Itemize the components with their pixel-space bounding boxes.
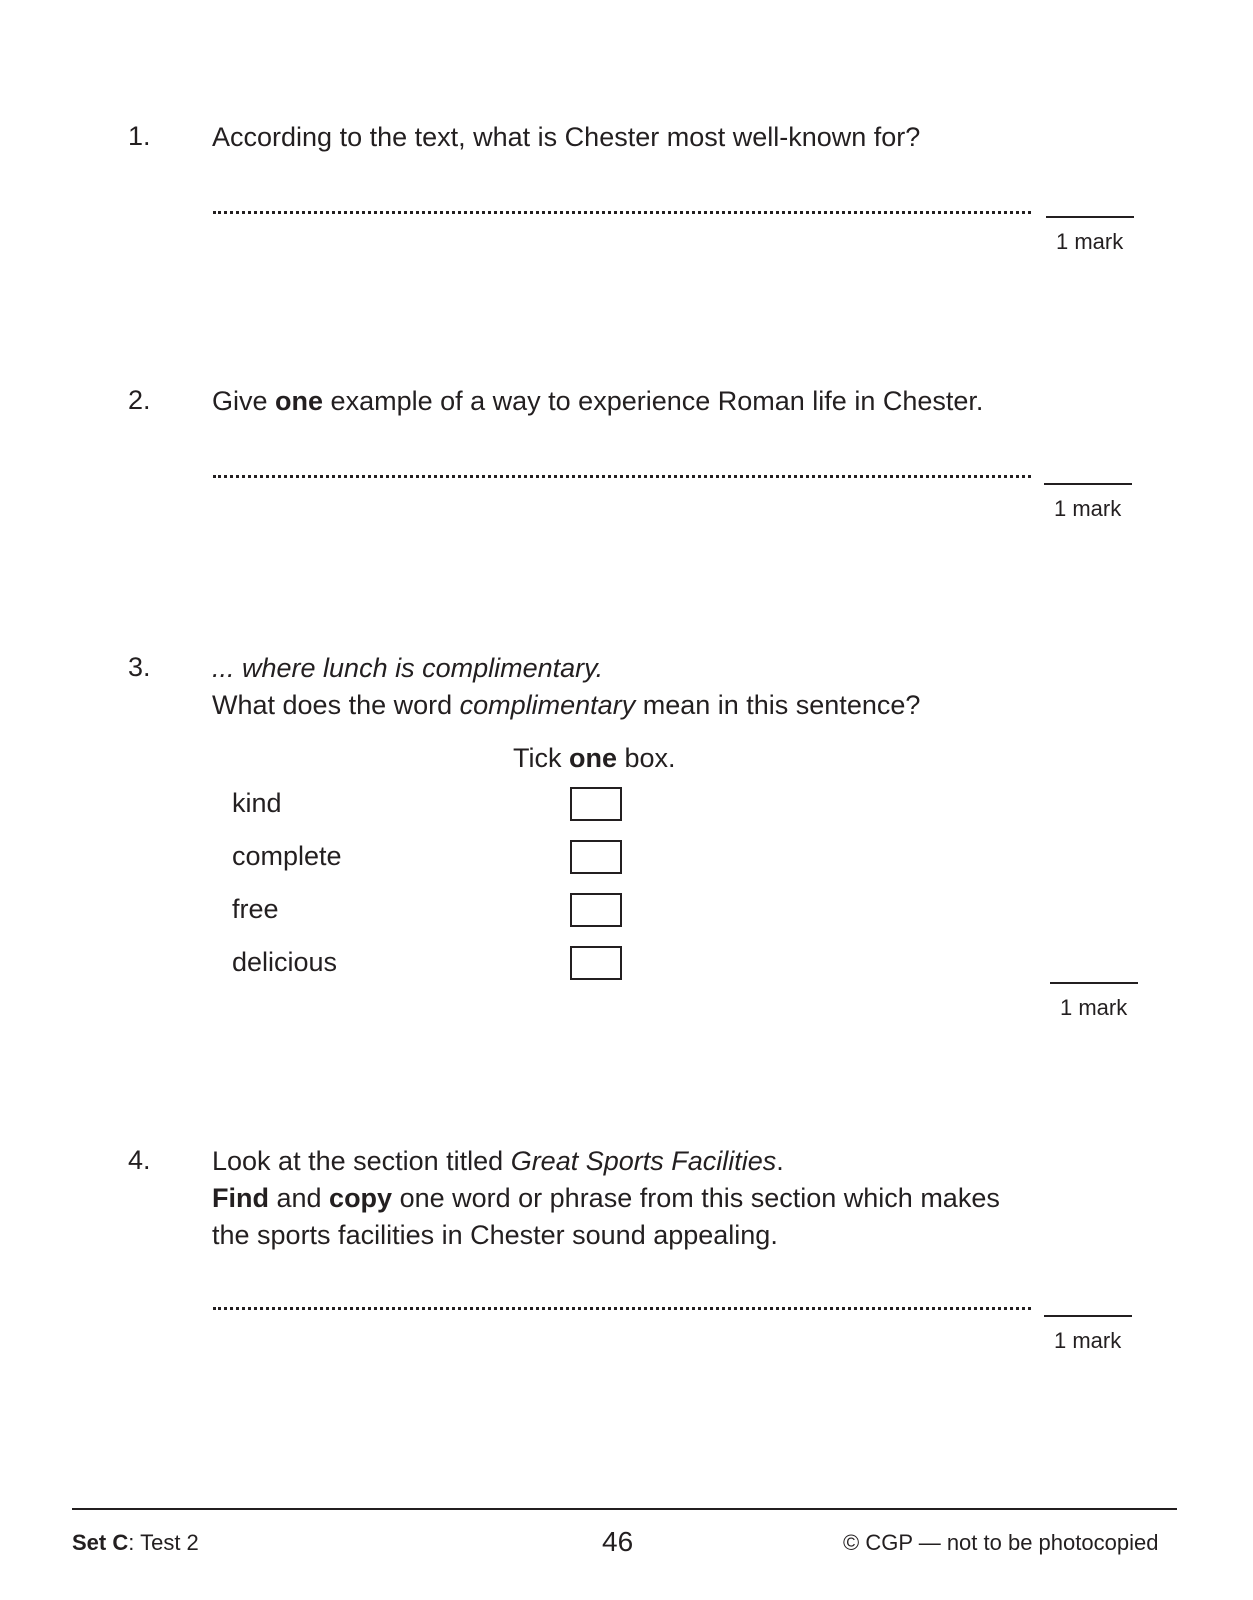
question-2-mark-label: 1 mark bbox=[1054, 496, 1122, 521]
question-4-line-1-before: Look at the section titled bbox=[212, 1146, 511, 1176]
tick-box-complete[interactable] bbox=[570, 840, 622, 874]
footer-set-rest: : Test 2 bbox=[128, 1530, 199, 1555]
footer-set-bold: Set C bbox=[72, 1530, 129, 1555]
question-4-line-2-after: one word or phrase from this section which makes bbox=[392, 1183, 1000, 1213]
question-3-quote-italic: ... where lunch is complimentary. bbox=[212, 653, 604, 683]
option-label-complete: complete bbox=[232, 841, 342, 871]
question-2-text bbox=[212, 383, 983, 420]
footer-rule bbox=[72, 1508, 1177, 1510]
question-1-mark-label: 1 mark bbox=[1056, 229, 1124, 254]
question-2-mark-line bbox=[1044, 483, 1132, 485]
question-1-number: 1. bbox=[128, 121, 151, 151]
question-1-mark-line bbox=[1046, 216, 1134, 218]
footer-copyright: © CGP — not to be photocopied bbox=[843, 1530, 1159, 1555]
question-3-text-before: What does the word bbox=[212, 690, 460, 720]
tick-box-delicious[interactable] bbox=[570, 946, 622, 980]
question-3-mark-label: 1 mark bbox=[1060, 995, 1128, 1020]
question-3-text-after: mean in this sentence? bbox=[635, 690, 921, 720]
question-3-number: 3. bbox=[128, 652, 151, 682]
question-4-line-1-italic: Great Sports Facilities bbox=[510, 1146, 777, 1176]
question-3-mark-line bbox=[1050, 982, 1138, 984]
question-4-line-2-bold-find: Find bbox=[212, 1183, 269, 1213]
tick-box-kind[interactable] bbox=[570, 787, 622, 821]
question-4-number: 4. bbox=[128, 1145, 151, 1175]
question-2-number: 2. bbox=[128, 385, 151, 415]
question-4-line-2-bold-copy: copy bbox=[329, 1183, 393, 1213]
option-label-kind: kind bbox=[232, 788, 282, 818]
question-3-instruction-before: Tick bbox=[513, 743, 569, 773]
footer-page-number: 46 bbox=[602, 1526, 634, 1557]
question-2-text-before: Give bbox=[212, 386, 276, 416]
question-2-text-after: example of a way to experience Roman life in Chester. bbox=[323, 386, 984, 416]
question-2-answer-line[interactable] bbox=[213, 475, 1031, 478]
question-3-instruction bbox=[513, 740, 676, 777]
question-4-line-1-after: . bbox=[776, 1146, 784, 1176]
question-3-quote bbox=[212, 650, 603, 687]
question-4-line-2 bbox=[212, 1180, 1000, 1217]
question-4-mark-line bbox=[1044, 1315, 1132, 1317]
question-4-mark-label: 1 mark bbox=[1054, 1328, 1122, 1353]
question-4-line-1 bbox=[212, 1143, 784, 1180]
question-4-answer-line[interactable] bbox=[213, 1307, 1031, 1310]
question-2-text-bold: one bbox=[275, 386, 324, 416]
footer-set-label bbox=[72, 1530, 199, 1556]
question-1-answer-line[interactable] bbox=[213, 211, 1031, 214]
question-3-text-italic: complimentary bbox=[459, 690, 636, 720]
question-3-text bbox=[212, 687, 920, 724]
question-3-instruction-after: box. bbox=[617, 743, 676, 773]
question-3-instruction-bold: one bbox=[569, 743, 618, 773]
option-label-free: free bbox=[232, 894, 279, 924]
tick-box-free[interactable] bbox=[570, 893, 622, 927]
question-4-line-2-mid: and bbox=[268, 1183, 330, 1213]
option-label-delicious: delicious bbox=[232, 947, 338, 977]
question-1-text: According to the text, what is Chester most well-known for? bbox=[212, 122, 921, 152]
question-4-line-3: the sports facilities in Chester sound appealing. bbox=[212, 1220, 778, 1250]
